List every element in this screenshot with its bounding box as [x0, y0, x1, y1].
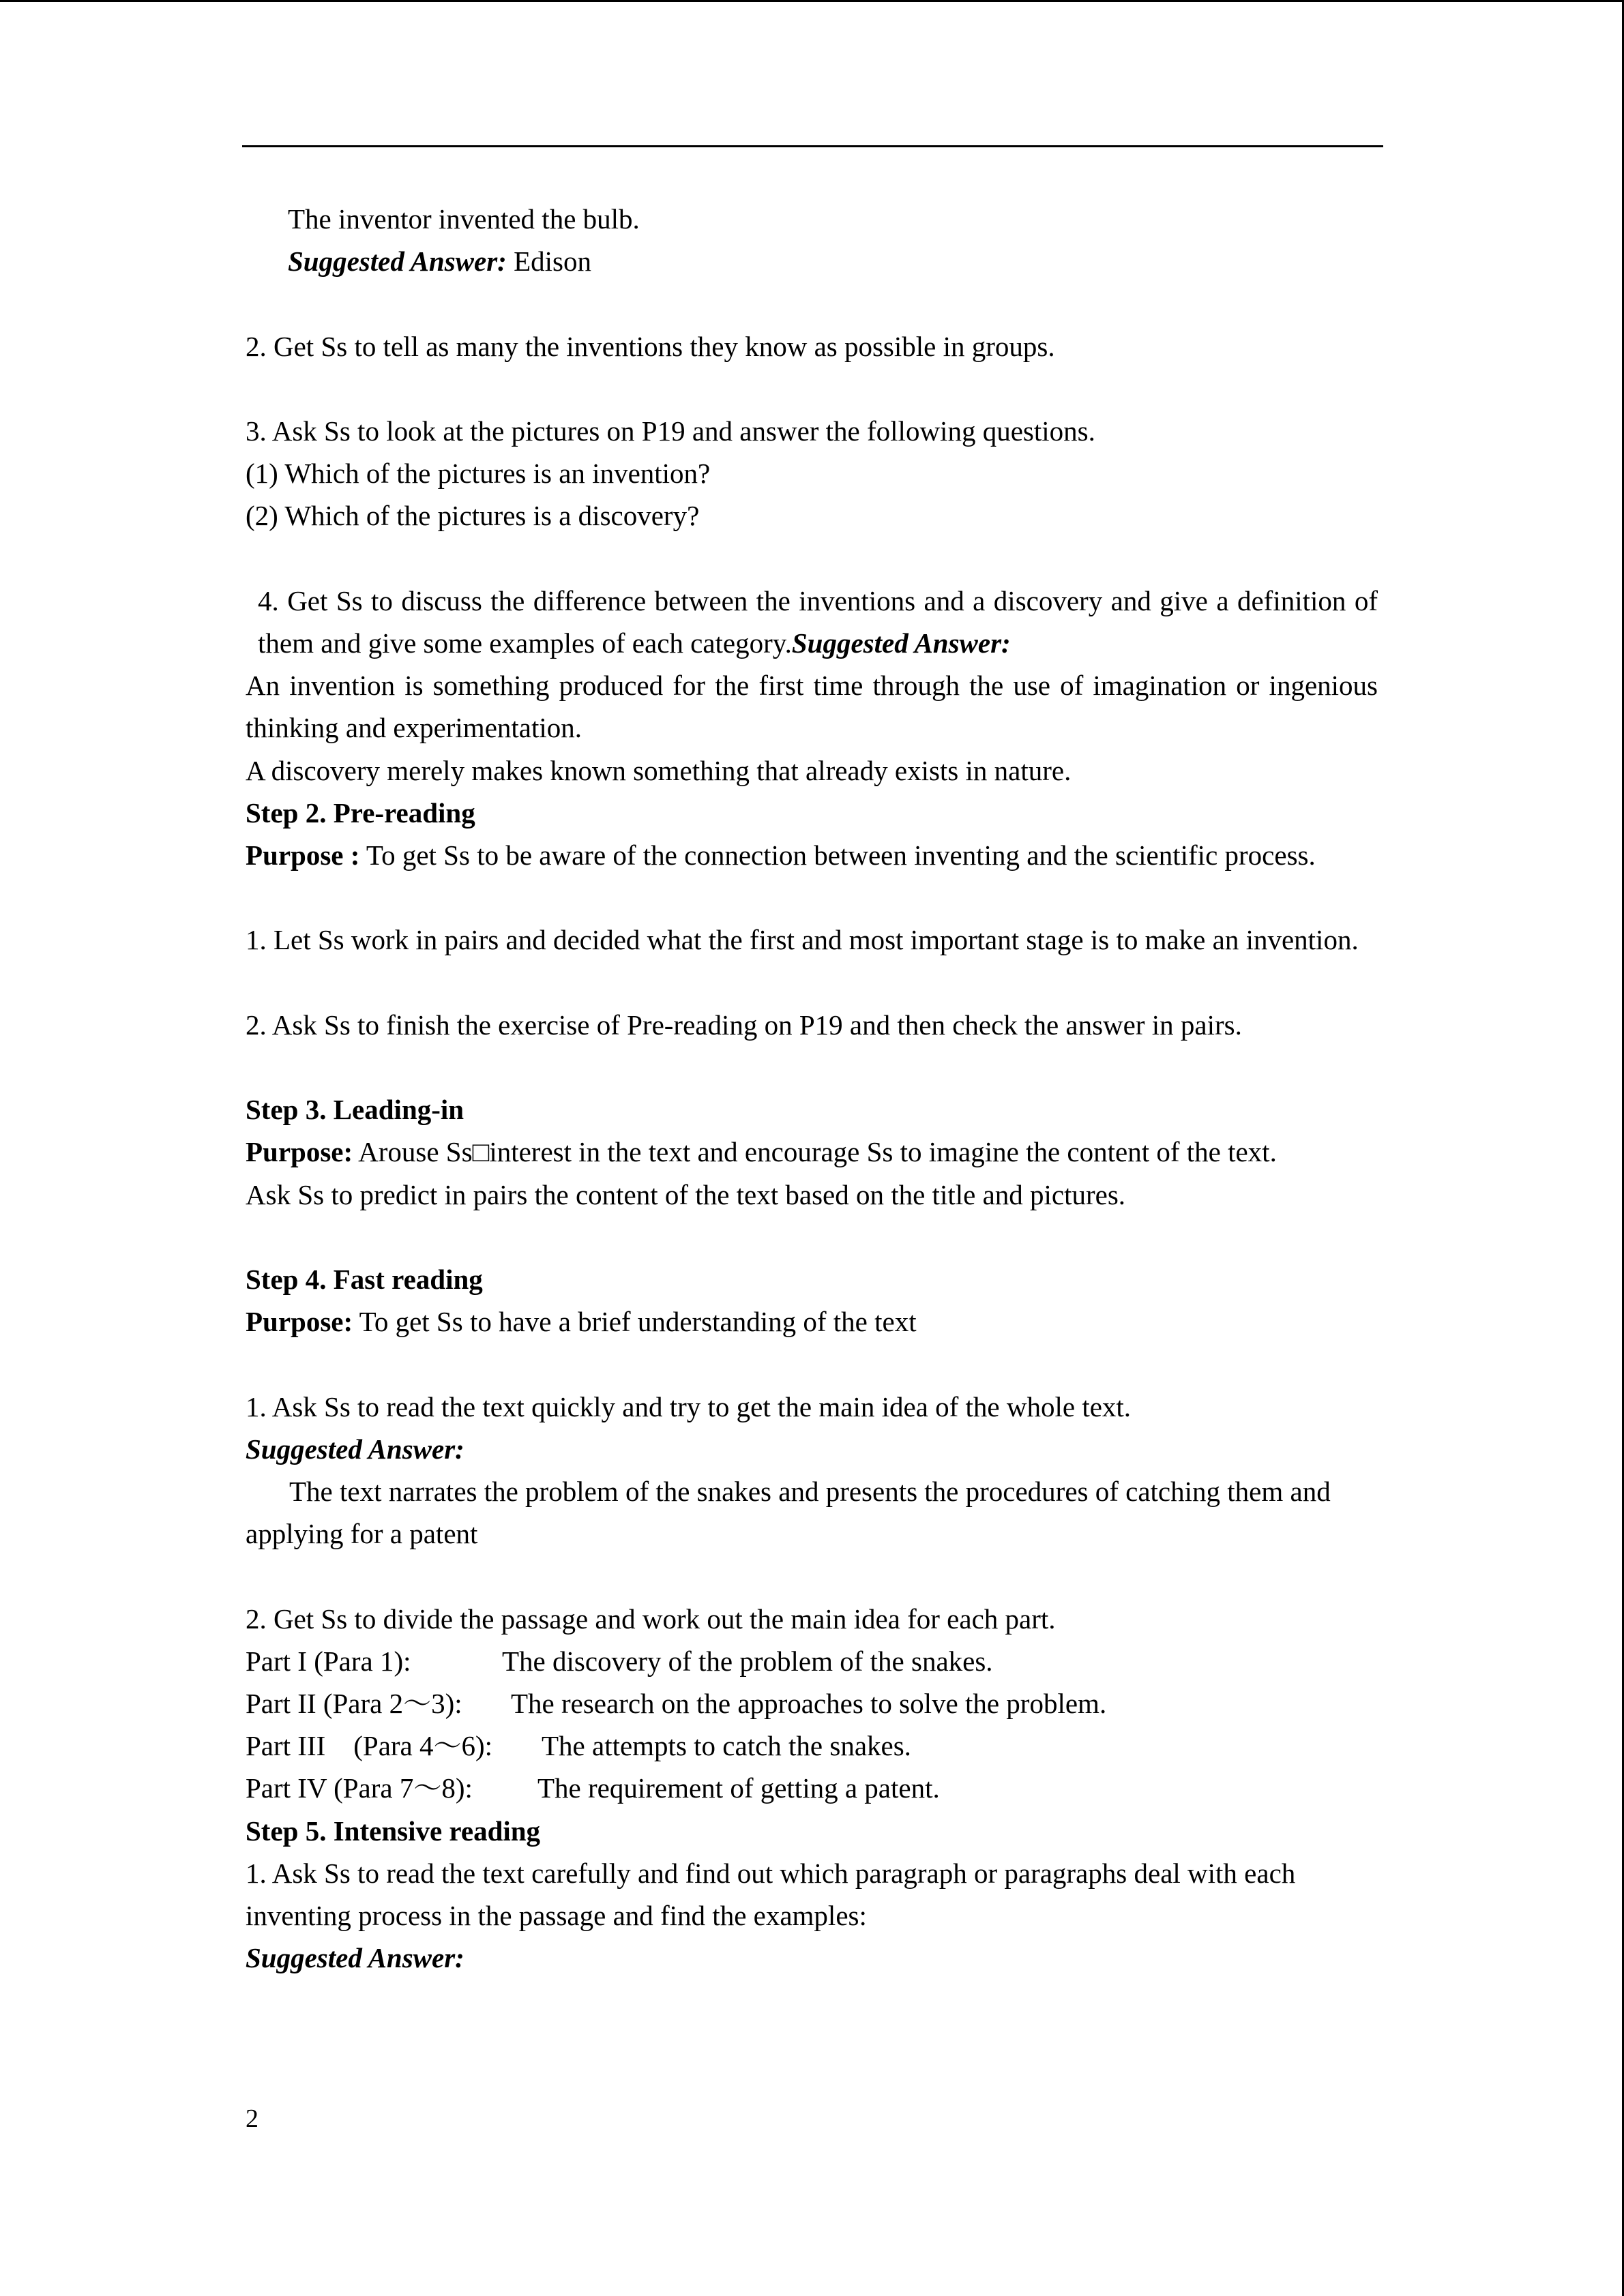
part-idea: The research on the approaches to solve the problem. — [511, 1687, 1107, 1719]
intro-suggested-answer — [246, 240, 1378, 282]
part-label: Part III (Para 4～6): — [246, 1730, 493, 1762]
part-row — [246, 1682, 1378, 1725]
item-3: 3. Ask Ss to look at the pictures on P19 and answer the following questions. — [246, 415, 1095, 447]
step-3-purpose — [246, 1131, 1378, 1173]
header-rule — [242, 145, 1383, 147]
suggested-answer-value: Edison — [506, 245, 591, 278]
purpose-text: Arouse Ss□interest in the text and encourage Ss to imagine the content of the text. — [353, 1136, 1277, 1168]
step-4-item-2: 2. Get Ss to divide the passage and work out the main idea for each part. — [246, 1602, 1056, 1635]
intro-line: The inventor invented the bulb. — [288, 203, 640, 235]
step-4-suggested-answer-label: Suggested Answer: — [246, 1433, 464, 1465]
purpose-text: To get Ss to have a brief understanding of the text — [353, 1306, 917, 1338]
part-row — [246, 1767, 1378, 1809]
step-4-purpose — [246, 1300, 1378, 1343]
part-row — [246, 1640, 1378, 1682]
step-4-heading: Step 4. Fast reading — [246, 1263, 483, 1295]
step-5-suggested-answer-label: Suggested Answer: — [246, 1942, 464, 1974]
step-2-heading: Step 2. Pre-reading — [246, 796, 475, 829]
step-2-purpose — [246, 834, 1378, 876]
part-row — [246, 1725, 1378, 1767]
item-4 — [246, 580, 1378, 664]
page-number: 2 — [246, 2104, 259, 2133]
step-5-heading: Step 5. Intensive reading — [246, 1815, 541, 1847]
part-label: Part II (Para 2～3): — [246, 1687, 462, 1719]
step-3-line: Ask Ss to predict in pairs the content of the text based on the title and pictures. — [246, 1178, 1126, 1210]
invention-definition: An invention is something produced for the first time through the use of imagination or ingenious thinking and experimentation. — [246, 670, 1378, 744]
part-idea: The discovery of the problem of the snakes. — [502, 1645, 993, 1677]
part-idea: The requirement of getting a patent. — [537, 1772, 940, 1804]
item-4-text: 4. Get Ss to discuss the difference between the inventions and a discovery and give a definition of them and give some examples of each category. — [258, 584, 1378, 659]
item-4-suggested-answer-label: Suggested Answer: — [791, 627, 1011, 659]
part-label: Part I (Para 1): — [246, 1645, 411, 1677]
document-body — [246, 198, 1378, 1979]
step-4-item-1: 1. Ask Ss to read the text quickly and try to get the main idea of the whole text. — [246, 1390, 1132, 1422]
question-1: (1) Which of the pictures is an invention? — [246, 458, 711, 490]
item-2: 2. Get Ss to tell as many the inventions they know as possible in groups. — [246, 330, 1055, 362]
step-2-item-1: 1. Let Ss work in pairs and decided what the first and most important stage is to make an invention. — [246, 924, 1359, 956]
purpose-label: Purpose: — [246, 1306, 353, 1338]
suggested-answer-label: Suggested Answer: — [288, 245, 507, 278]
step-4-answer: The text narrates the problem of the snakes and presents the procedures of catching them and applying for a patent — [246, 1475, 1331, 1550]
step-3-heading: Step 3. Leading-in — [246, 1094, 464, 1126]
step-5-item-1: 1. Ask Ss to read the text carefully and find out which paragraph or paragraphs deal with each inventing process in the passage and find the examples: — [246, 1857, 1296, 1931]
purpose-label: Purpose: — [246, 1136, 353, 1168]
page-top-border — [0, 0, 1624, 2]
step-2-item-2: 2. Ask Ss to finish the exercise of Pre-reading on P19 and then check the answer in pairs. — [246, 1009, 1242, 1041]
purpose-label: Purpose : — [246, 839, 360, 871]
question-2: (2) Which of the pictures is a discovery? — [246, 500, 700, 532]
part-idea: The attempts to catch the snakes. — [542, 1730, 911, 1762]
part-label: Part IV (Para 7～8): — [246, 1772, 473, 1804]
discovery-definition: A discovery merely makes known something that already exists in nature. — [246, 754, 1072, 786]
purpose-text: To get Ss to be aware of the connection between inventing and the scientific process. — [359, 839, 1316, 871]
